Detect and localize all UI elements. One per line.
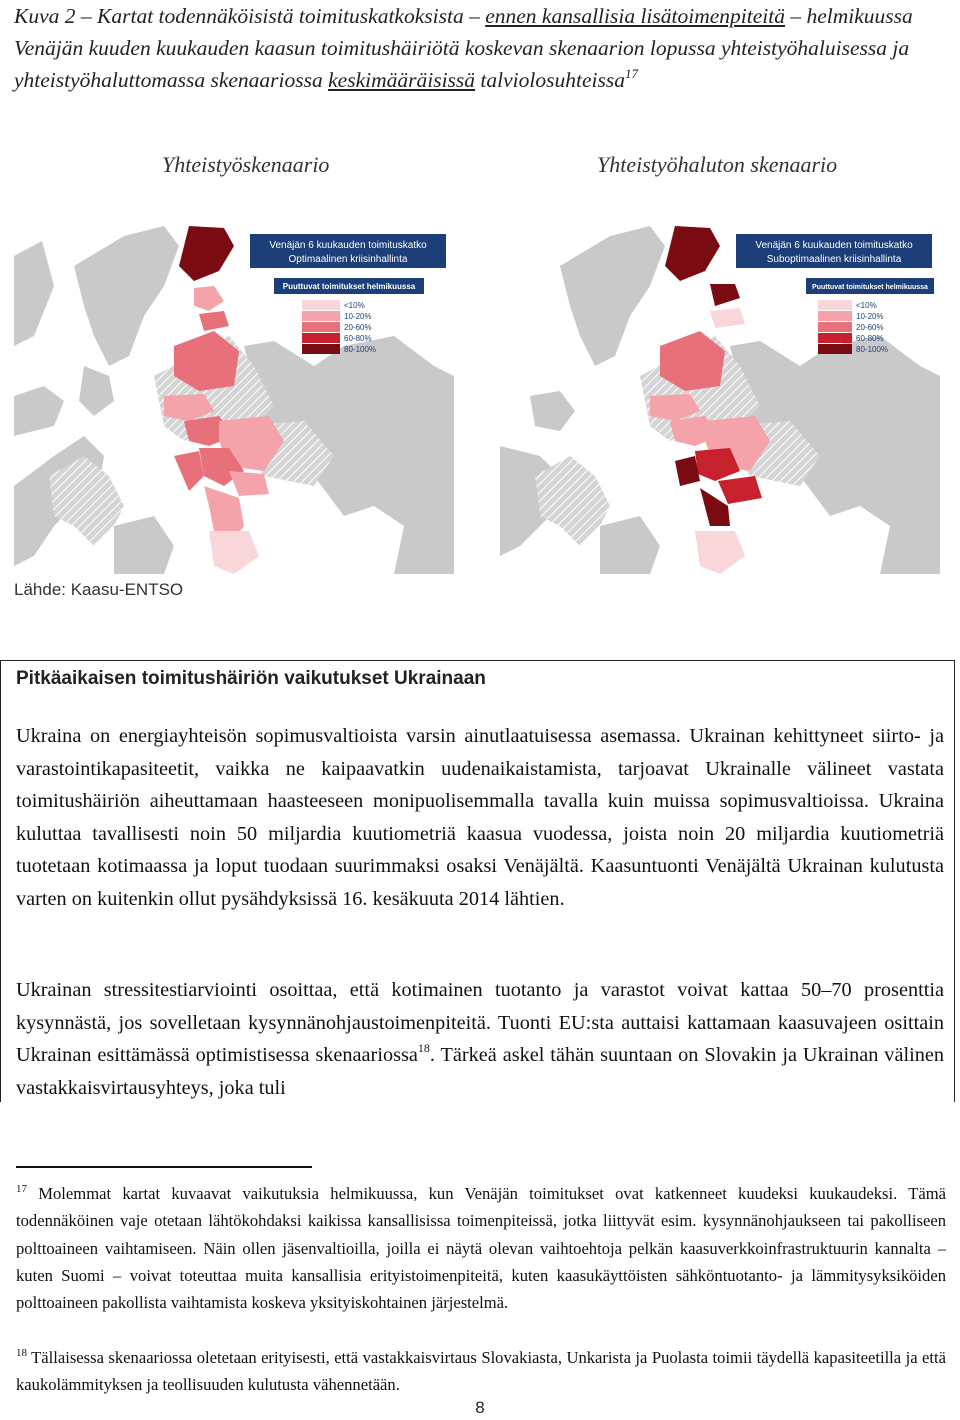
box-paragraph-2 <box>16 974 944 1104</box>
legend-label: <10% <box>856 301 877 310</box>
right-scenario-label: Yhteistyöhaluton skenaario <box>597 152 838 177</box>
legend-title: Puuttuvat toimitukset helmikuussa <box>812 284 928 291</box>
footnote-number: 17 <box>16 1183 27 1195</box>
legend-label: <10% <box>344 301 365 310</box>
box-heading: Pitkäaikaisen toimitushäiriön vaikutukset Ukrainaan <box>16 668 486 689</box>
footnote-number: 18 <box>16 1347 27 1359</box>
left-map-banner <box>250 234 446 268</box>
legend-swatch <box>302 311 340 321</box>
left-map-svg <box>14 226 454 574</box>
caption-underlined-text: keskimääräisissä <box>328 68 476 92</box>
left-scenario-label: Yhteistyöskenaario <box>162 152 330 177</box>
footnote-ref[interactable]: 18 <box>417 1041 430 1056</box>
legend-swatch <box>818 344 852 354</box>
right-map <box>500 226 940 574</box>
legend-label: 20-60% <box>856 323 884 332</box>
figure-source: Lähde: Kaasu-ENTSO <box>14 580 184 599</box>
legend-label: 10-20% <box>856 312 884 321</box>
legend-swatch <box>302 344 340 354</box>
footnote-18 <box>16 1344 946 1399</box>
footnote-17 <box>16 1180 946 1316</box>
footnote-text: Molemmat kartat kuvaavat vaikutuksia helmikuussa, kun Venäjän toimitukset ovat katkenneet kuudeksi kuukaudeksi. Tämä todennäköinen vaje otetaan lähtökohdaksi kaikissa kansallisissa toimenpiteissä, jotka liittyvät esim. kysynnänohjaukseen tai pakolliseen polttoaineen vaihtamiseen. Näin ollen jäsenvaltioilla, joilla ei näytä olevan vaihtoehtoja pelkän kaasuverkkoinfrastruktuurin kannalta – kuten Suomi – voivat toteuttaa muita kansallisia erityistoimenpiteitä, kuten kaasukäyttöisten sähköntuotanto- ja lämmitysyksiköiden polttoaineen pakollista vaihtamista koskeva yksityiskohtainen järjestelmä. <box>16 1184 946 1313</box>
right-map-banner <box>736 234 932 268</box>
legend-swatch <box>302 333 340 343</box>
banner-line-2: Suboptimaalinen kriisinhallinta <box>766 254 902 265</box>
legend-swatch <box>302 300 340 310</box>
legend-swatch <box>818 300 852 310</box>
caption-text: – helmikuussa Venäjän kuuden kuukauden kaasun toimitushäiriötä koskevan skenaarion lopussa yhteistyöhaluisessa ja yhteistyöhaluttomassa skenaariossa <box>14 4 913 92</box>
right-map-svg <box>500 226 940 574</box>
banner-line-1: Venäjän 6 kuukauden toimituskatko <box>269 240 427 251</box>
box-paragraph-1: Ukraina on energiayhteisön sopimusvaltioista varsin ainutlaatuisessa asemassa. Ukrainan kehittyneet siirto- ja varastointikapasiteetit, vaikka ne kaipaavatkin uudenaikaistamista, tarjoavat Ukrainalle välineet vastata toimitushäiriön aiheuttamaan haasteeseen monipuolisemmalla tavalla kuin muissa sopimusvaltioissa. Ukraina kuluttaa tavallisesti noin 50 miljardia kuutiometriä kaasua vuodessa, joista noin 20 miljardia kuutiometriä tuotetaan kotimaassa ja loput tuodaan suurimmaksi osaksi Venäjältä. Kaasuntuonti Venäjältä Ukrainan kulutusta varten on kuitenkin ollut pysähdyksissä 16. kesäkuuta 2014 lähtien. <box>16 725 944 910</box>
banner-line-2: Optimaalinen kriisinhallinta <box>288 254 408 265</box>
footnote-separator <box>16 1166 312 1168</box>
legend-swatch <box>818 311 852 321</box>
legend-swatch <box>818 322 852 332</box>
legend-label: 60-80% <box>856 334 884 343</box>
legend-swatch <box>302 322 340 332</box>
legend-label: 60-80% <box>344 334 372 343</box>
caption-text: Kuva 2 – Kartat todennäköisistä toimituskatkoksista – <box>14 4 486 28</box>
legend-title: Puuttuvat toimitukset helmikuussa <box>282 282 416 291</box>
banner-line-1: Venäjän 6 kuukauden toimituskatko <box>755 240 913 251</box>
legend-label: 80-100% <box>344 345 377 354</box>
caption-text: talviolosuhteissa <box>475 68 625 92</box>
page-number: 8 <box>475 1398 485 1417</box>
left-map <box>14 226 454 574</box>
paragraph-text: Ukrainan stressitestiarviointi osoittaa, että kotimainen tuotanto ja varastot voivat kattaa 50–70 prosenttia kysynnästä, jos sovelletaan kysynnänohjaustoimenpiteitä. Tuonti EU:sta auttaisi kattamaan kaasuvajeen osittain Ukrainan esittämässä optimistisessa skenaariossa <box>16 979 944 1067</box>
legend-label: 80-100% <box>856 345 889 354</box>
footnote-ref[interactable]: 17 <box>624 66 638 81</box>
footnote-text: Tällaisessa skenaariossa oletetaan erityisesti, että vastakkaisvirtaus Slovakiasta, Unkarista ja Puolasta toimii täydellä kapasiteetilla ja että kaukolämmityksen ja teollisuuden kulutusta vähennetään. <box>16 1348 946 1395</box>
caption-underlined-text: ennen kansallisia lisätoimenpiteitä <box>485 4 785 28</box>
legend-swatch <box>818 333 852 343</box>
paragraph-text: . Tärkeä askel tähän suuntaan on Slovakin ja Ukrainan välinen vastakkaisvirtausyhteys, joka tuli <box>16 1044 945 1099</box>
legend-label: 10-20% <box>344 312 372 321</box>
legend-label: 20-60% <box>344 323 372 332</box>
figure-caption <box>14 0 944 96</box>
